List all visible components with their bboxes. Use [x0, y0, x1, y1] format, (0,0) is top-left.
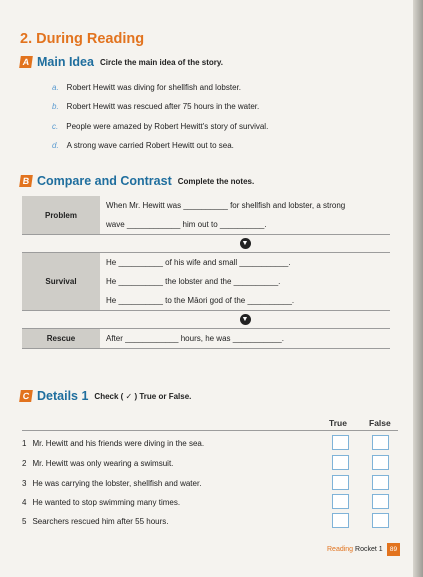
table-row — [22, 196, 390, 235]
details-header — [20, 389, 191, 403]
option-a[interactable]: a. Robert Hewitt was diving for shellfish and lobster. — [52, 83, 241, 92]
false-checkbox-5[interactable] — [372, 513, 389, 528]
fill-in-line[interactable]: wave ____________ him out to __________. — [106, 220, 267, 229]
statement-5: 5 Searchers rescued him after 55 hours. — [22, 517, 169, 526]
row-label-problem: Problem — [22, 196, 100, 235]
page-title: 2. During Reading — [20, 31, 145, 47]
compare-header — [20, 174, 254, 188]
true-column-header: True — [329, 418, 347, 428]
false-column-header: False — [369, 418, 391, 428]
main-idea-title: Main Idea — [37, 55, 94, 69]
statement-4: 4 He wanted to stop swimming many times. — [22, 498, 181, 507]
fill-in-line[interactable]: After ____________ hours, he was ___________. — [106, 334, 284, 343]
statement-1: 1 Mr. Hewitt and his friends were diving in the sea. — [22, 439, 205, 448]
option-c[interactable]: c. People were amazed by Robert Hewitt's story of survival. — [52, 122, 269, 131]
row-label-rescue: Rescue — [22, 329, 100, 349]
compare-title: Compare and Contrast — [37, 174, 172, 188]
main-idea-instruction: Circle the main idea of the story. — [99, 57, 223, 67]
arrow-row — [22, 311, 390, 329]
row-label-survival: Survival — [22, 253, 100, 311]
details-title: Details 1 — [37, 389, 89, 403]
down-arrow-circle-icon: ▼ — [240, 314, 251, 325]
section-badge-b: B — [19, 175, 33, 187]
fill-in-line[interactable]: He __________ the lobster and the __________. — [106, 277, 281, 286]
false-checkbox-4[interactable] — [372, 494, 389, 509]
statement-2: 2 Mr. Hewitt was only wearing a swimsuit. — [22, 459, 174, 468]
main-idea-header — [20, 55, 223, 69]
false-checkbox-1[interactable] — [372, 435, 389, 450]
true-checkbox-5[interactable] — [332, 513, 349, 528]
true-checkbox-1[interactable] — [332, 435, 349, 450]
option-d[interactable]: d. A strong wave carried Robert Hewitt out to sea. — [52, 141, 234, 150]
down-arrow-circle-icon: ▼ — [240, 238, 251, 249]
notes-table — [22, 196, 390, 349]
table-row — [22, 329, 390, 349]
fill-in-line[interactable]: He __________ to the Māori god of the __________. — [106, 296, 295, 305]
section-badge-c: C — [19, 390, 33, 402]
book-label: Reading Rocket 1 — [327, 546, 383, 553]
arrow-row — [22, 235, 390, 253]
option-b[interactable]: b. Robert Hewitt was rescued after 75 hours in the water. — [52, 102, 260, 111]
page-number: 89 — [387, 543, 400, 556]
true-checkbox-4[interactable] — [332, 494, 349, 509]
true-checkbox-2[interactable] — [332, 455, 349, 470]
compare-instruction: Complete the notes. — [177, 176, 255, 186]
fill-in-line[interactable]: When Mr. Hewitt was __________ for shellfish and lobster, a strong — [106, 201, 346, 210]
fill-in-line[interactable]: He __________ of his wife and small ___________. — [106, 258, 291, 267]
statement-3: 3 He was carrying the lobster, shellfish and water. — [22, 479, 202, 488]
false-checkbox-2[interactable] — [372, 455, 389, 470]
header-divider — [22, 430, 398, 431]
table-row — [22, 253, 390, 311]
false-checkbox-3[interactable] — [372, 475, 389, 490]
true-checkbox-3[interactable] — [332, 475, 349, 490]
page-edge-shadow — [413, 0, 423, 577]
details-instruction: Check ( ✓ ) True or False. — [94, 391, 192, 401]
section-badge-a: A — [19, 56, 33, 68]
